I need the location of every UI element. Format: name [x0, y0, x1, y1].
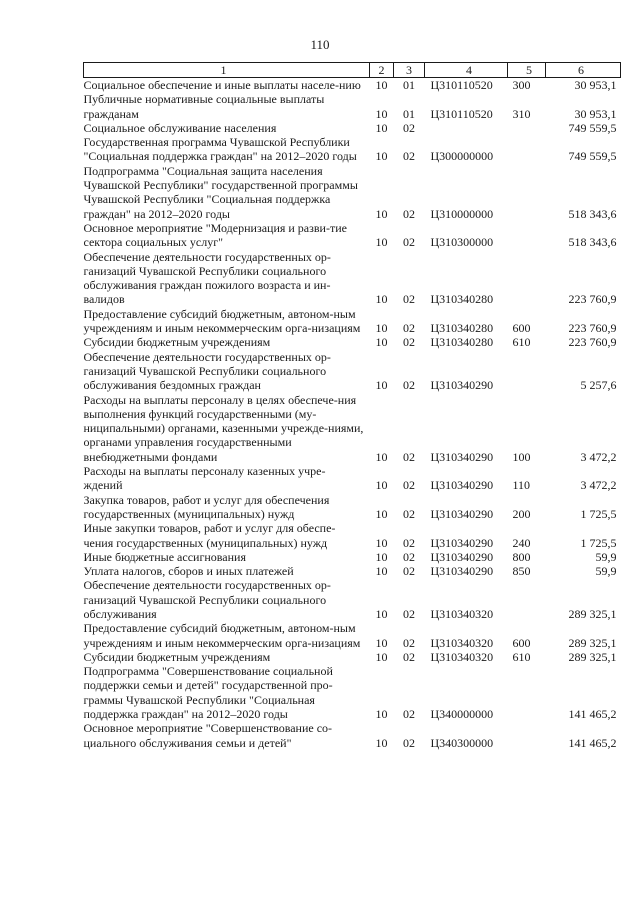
row-section: 10	[375, 378, 388, 393]
budget-table	[83, 62, 621, 750]
row-section: 10	[375, 478, 388, 493]
table-row	[84, 307, 621, 336]
row-target-code: Ц310340320	[430, 649, 494, 664]
table-row	[84, 621, 621, 650]
row-subsection: 02	[403, 506, 415, 521]
row-section: 10	[375, 206, 388, 221]
header-col-1: 1	[84, 63, 370, 78]
table-row	[84, 393, 621, 464]
row-amount: 289 325,1	[568, 606, 617, 621]
header-col-4: 4	[425, 63, 508, 78]
row-section: 10	[375, 549, 388, 564]
row-expense-type	[508, 578, 546, 621]
table-row	[84, 135, 621, 164]
row-target-code: Ц310300000	[430, 235, 494, 250]
row-section: 10	[375, 292, 388, 307]
table-row	[84, 521, 621, 550]
table-row	[84, 164, 621, 221]
row-amount: 30 953,1	[574, 106, 617, 121]
row-target-code: Ц310340290	[430, 535, 494, 550]
row-expense-type: 610	[512, 649, 531, 664]
row-amount: 5 257,6	[580, 378, 617, 393]
row-expense-type	[508, 664, 546, 721]
row-amount: 141 465,2	[568, 735, 617, 750]
row-amount: 518 343,6	[568, 235, 617, 250]
row-target-code: Ц310340290	[430, 506, 494, 521]
row-expense-type: 300	[512, 78, 531, 92]
row-expense-type	[508, 250, 546, 307]
page-number: 110	[310, 37, 330, 52]
table-row	[84, 78, 621, 93]
table-body	[84, 78, 621, 750]
row-section: 10	[375, 449, 388, 464]
table-row	[84, 221, 621, 250]
row-name: Иные бюджетные ассигнования	[83, 549, 246, 564]
row-target-code: Ц310340280	[430, 335, 494, 350]
row-section: 10	[375, 120, 388, 135]
row-amount: 3 472,2	[580, 478, 617, 493]
row-expense-type	[508, 721, 546, 750]
row-subsection: 01	[403, 106, 415, 121]
row-subsection: 02	[403, 292, 415, 307]
row-target-code: Ц310000000	[430, 206, 494, 221]
row-subsection: 02	[403, 707, 415, 722]
row-expense-type: 100	[512, 449, 531, 464]
row-name: Основное мероприятие "Модернизация и разви-тие сектора социальных услуг"	[83, 220, 347, 250]
row-name: Предоставление субсидий бюджетным, автоном-ным учреждениям и иным некоммерческим орга-низациям	[83, 306, 361, 336]
row-amount: 289 325,1	[568, 635, 617, 650]
table-row	[84, 350, 621, 393]
table-row	[84, 564, 621, 578]
row-section: 10	[375, 649, 388, 664]
row-section: 10	[375, 606, 388, 621]
row-amount: 59,9	[595, 549, 617, 564]
row-amount: 223 760,9	[568, 321, 617, 336]
row-section: 10	[375, 149, 388, 164]
row-target-code: Ц300000000	[430, 149, 494, 164]
table-row	[84, 650, 621, 664]
row-amount: 3 472,2	[580, 449, 617, 464]
table-row	[84, 121, 621, 135]
row-expense-type	[508, 164, 546, 221]
row-name: Социальное обслуживание населения	[83, 120, 277, 135]
row-subsection: 02	[403, 378, 415, 393]
row-target-code: Ц310340290	[430, 449, 494, 464]
row-target-code: Ц310340290	[430, 549, 494, 564]
table-row	[84, 578, 621, 621]
row-name: Обеспечение деятельности государственных ор-ганизаций Чувашской Республики социального обслуживания	[83, 578, 331, 621]
header-col-5: 5	[508, 63, 546, 78]
row-name: Публичные нормативные социальные выплаты гражданам	[83, 92, 325, 121]
row-amount: 749 559,5	[568, 149, 617, 164]
row-expense-type: 310	[512, 106, 531, 121]
row-expense-type: 850	[512, 564, 531, 579]
row-expense-type: 610	[512, 335, 531, 350]
row-expense-type: 110	[512, 478, 531, 493]
row-subsection: 01	[403, 78, 415, 92]
row-section: 10	[375, 635, 388, 650]
row-name: Предоставление субсидий бюджетным, автоном-ным учреждениям и иным некоммерческим орга-низациям	[83, 621, 361, 650]
row-name: Основное мероприятие "Совершенствование со-циального обслуживания семьи и детей"	[83, 721, 333, 750]
row-amount: 1 725,5	[580, 535, 617, 550]
row-amount: 141 465,2	[568, 707, 617, 722]
row-expense-type: 200	[512, 506, 531, 521]
row-section: 10	[375, 321, 388, 336]
row-target-code: Ц310340320	[430, 635, 494, 650]
row-amount: 223 760,9	[568, 292, 617, 307]
row-expense-type	[508, 135, 546, 164]
row-section: 10	[375, 564, 388, 579]
row-section: 10	[375, 506, 388, 521]
row-name: Субсидии бюджетным учреждениям	[83, 335, 271, 350]
row-name: Социальное обеспечение и иные выплаты населе-нию	[83, 78, 361, 92]
row-subsection: 02	[403, 235, 415, 250]
row-name: Иные закупки товаров, работ и услуг для обеспе-чения государственных (муниципальных) нужд	[83, 521, 336, 550]
row-subsection: 02	[403, 549, 415, 564]
row-section: 10	[375, 535, 388, 550]
row-name: Закупка товаров, работ и услуг для обеспечения государственных (муниципальных) нужд	[83, 492, 330, 521]
row-expense-type	[508, 350, 546, 393]
table-header-row	[84, 63, 621, 78]
row-expense-type: 600	[512, 635, 531, 650]
table-row	[84, 92, 621, 121]
row-name: Уплата налогов, сборов и иных платежей	[83, 564, 294, 579]
table-row	[84, 493, 621, 522]
row-name: Обеспечение деятельности государственных ор-ганизаций Чувашской Республики социального обслуживания бездомных граждан	[83, 349, 331, 393]
row-amount: 30 953,1	[574, 78, 617, 92]
row-section: 10	[375, 235, 388, 250]
table-row	[84, 335, 621, 349]
row-expense-type	[508, 221, 546, 250]
row-amount: 59,9	[595, 564, 617, 579]
row-target-code	[425, 121, 508, 135]
row-expense-type: 600	[512, 321, 531, 336]
row-section: 10	[375, 106, 388, 121]
row-target-code: Ц310110520	[430, 106, 493, 121]
row-target-code: Ц340000000	[430, 707, 494, 722]
row-subsection: 02	[403, 564, 415, 579]
row-target-code: Ц310340290	[430, 564, 494, 579]
table-row	[84, 550, 621, 564]
row-expense-type: 240	[512, 535, 531, 550]
row-name: Обеспечение деятельности государственных ор-ганизаций Чувашской Республики социального обслуживания граждан пожилого возраста и ин-валидов	[83, 249, 331, 307]
row-subsection: 02	[403, 606, 415, 621]
table-row	[84, 664, 621, 721]
row-amount: 749 559,5	[568, 120, 617, 135]
row-name: Государственная программа Чувашской Республики "Социальная поддержка граждан" на 2012–2020 годы	[83, 135, 357, 164]
row-target-code: Ц310340280	[430, 321, 494, 336]
row-subsection: 02	[403, 335, 415, 350]
table-row	[84, 250, 621, 307]
row-section: 10	[375, 707, 388, 722]
row-target-code: Ц340300000	[430, 735, 494, 750]
table-row	[84, 464, 621, 493]
row-subsection: 02	[403, 149, 415, 164]
row-name: Расходы на выплаты персоналу в целях обеспече-ния выполнения функций государственными (му-ниципальными) органами, казенными учрежде-ниями, органами управления государственными внебюджетными фондами	[83, 392, 364, 464]
row-subsection: 02	[403, 120, 415, 135]
row-amount: 289 325,1	[568, 649, 617, 664]
row-section: 10	[375, 78, 388, 92]
row-subsection: 02	[403, 449, 415, 464]
row-section: 10	[375, 335, 388, 350]
row-name: Подпрограмма "Социальная защита населения Чувашской Республики" государственной программы Чувашской Республики "Социальная поддержка граждан" на 2012–2020 годы	[83, 163, 358, 221]
row-subsection: 02	[403, 478, 415, 493]
row-subsection: 02	[403, 649, 415, 664]
row-expense-type: 800	[512, 549, 531, 564]
row-amount: 1 725,5	[580, 506, 617, 521]
row-expense-type	[508, 121, 546, 135]
row-target-code: Ц310340280	[430, 292, 494, 307]
row-subsection: 02	[403, 321, 415, 336]
row-target-code: Ц310340290	[430, 478, 494, 493]
header-col-3: 3	[394, 63, 425, 78]
row-name: Субсидии бюджетным учреждениям	[83, 649, 271, 664]
row-name: Подпрограмма "Совершенствование социальной поддержки семьи и детей" государственной про-граммы Чувашской Республики "Социальная поддержка граждан" на 2012–2020 годы	[83, 664, 333, 722]
row-subsection: 02	[403, 735, 415, 750]
row-amount: 223 760,9	[568, 335, 617, 350]
row-subsection: 02	[403, 535, 415, 550]
row-subsection: 02	[403, 635, 415, 650]
row-name: Расходы на выплаты персоналу казенных учре-ждений	[83, 464, 326, 493]
header-col-6: 6	[546, 63, 621, 78]
row-amount: 518 343,6	[568, 206, 617, 221]
row-section: 10	[375, 735, 388, 750]
row-target-code: Ц310110520	[430, 78, 493, 92]
row-target-code: Ц310340290	[430, 378, 494, 393]
table-row	[84, 721, 621, 750]
row-subsection: 02	[403, 206, 415, 221]
row-target-code: Ц310340320	[430, 606, 494, 621]
header-col-2: 2	[370, 63, 394, 78]
